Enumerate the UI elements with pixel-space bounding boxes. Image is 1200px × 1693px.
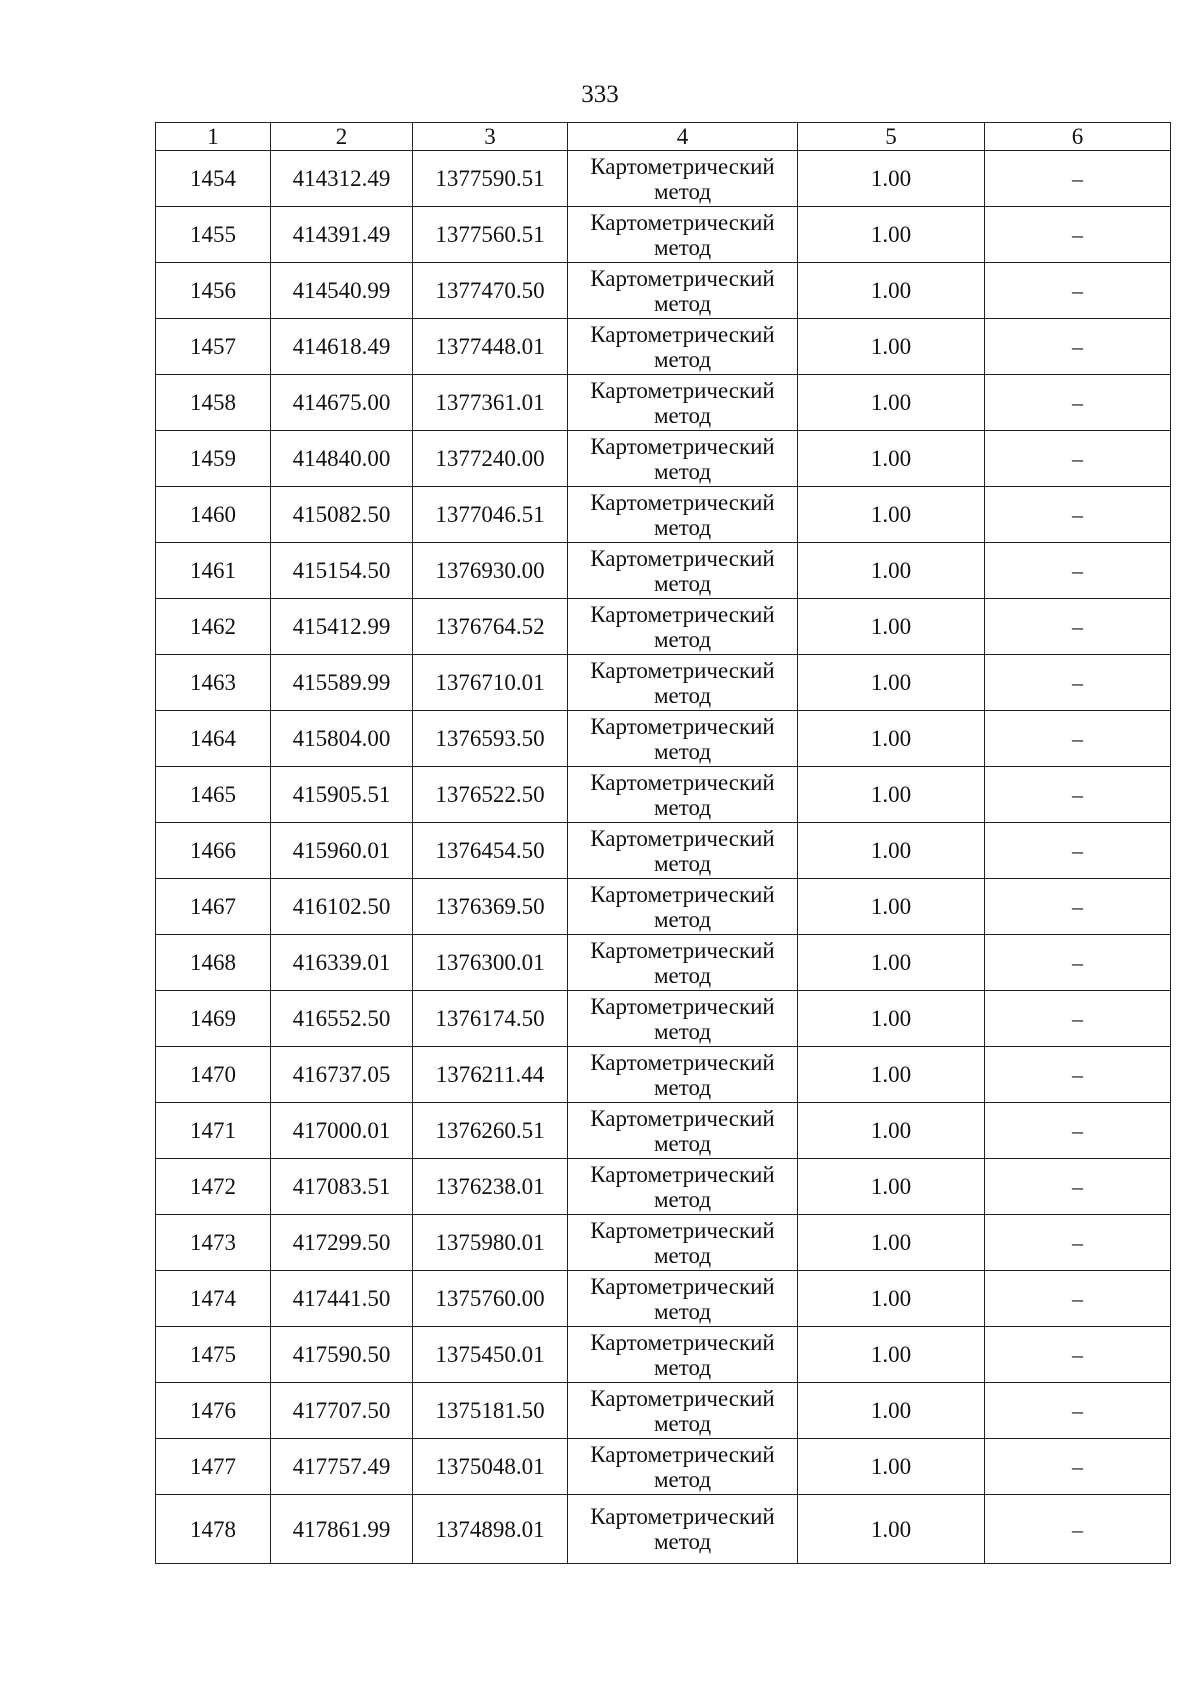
- note-cell: –: [985, 151, 1171, 207]
- point-number-cell: 1474: [156, 1271, 271, 1327]
- x-coordinate-cell: 414618.49: [271, 319, 413, 375]
- note-cell: –: [985, 767, 1171, 823]
- note-cell: –: [985, 1103, 1171, 1159]
- method-cell: [568, 1327, 798, 1383]
- accuracy-cell: 1.00: [798, 1327, 985, 1383]
- accuracy-cell: 1.00: [798, 823, 985, 879]
- point-number-cell: 1456: [156, 263, 271, 319]
- accuracy-cell: 1.00: [798, 1103, 985, 1159]
- method-text: Картометрический метод: [590, 713, 775, 764]
- table-row: [156, 543, 1171, 599]
- method-text: Картометрический метод: [590, 937, 775, 988]
- method-cell: [568, 431, 798, 487]
- note-cell: –: [985, 879, 1171, 935]
- method-cell: [568, 879, 798, 935]
- method-cell: [568, 543, 798, 599]
- page-number: 333: [581, 81, 619, 108]
- x-coordinate-cell: 417861.99: [271, 1495, 413, 1564]
- method-text: Картометрический метод: [590, 657, 775, 708]
- note-cell: –: [985, 935, 1171, 991]
- table-row: [156, 655, 1171, 711]
- table-row: [156, 1159, 1171, 1215]
- accuracy-cell: 1.00: [798, 1047, 985, 1103]
- accuracy-cell: 1.00: [798, 543, 985, 599]
- accuracy-cell: 1.00: [798, 1271, 985, 1327]
- x-coordinate-cell: 415082.50: [271, 487, 413, 543]
- table-row: [156, 487, 1171, 543]
- table-body: [156, 151, 1171, 1564]
- note-cell: –: [985, 1271, 1171, 1327]
- accuracy-cell: 1.00: [798, 1383, 985, 1439]
- accuracy-cell: 1.00: [798, 711, 985, 767]
- note-cell: –: [985, 1383, 1171, 1439]
- table-row: [156, 823, 1171, 879]
- method-cell: [568, 207, 798, 263]
- y-coordinate-cell: 1375760.00: [413, 1271, 568, 1327]
- method-text: Картометрический метод: [590, 209, 775, 260]
- y-coordinate-cell: 1376930.00: [413, 543, 568, 599]
- y-coordinate-cell: 1375450.01: [413, 1327, 568, 1383]
- point-number-cell: 1454: [156, 151, 271, 207]
- method-text: Картометрический метод: [590, 1105, 775, 1156]
- point-number-cell: 1475: [156, 1327, 271, 1383]
- accuracy-cell: 1.00: [798, 263, 985, 319]
- method-text: Картометрический метод: [590, 993, 775, 1044]
- point-number-cell: 1471: [156, 1103, 271, 1159]
- x-coordinate-cell: 417707.50: [271, 1383, 413, 1439]
- note-cell: –: [985, 207, 1171, 263]
- method-text: Картометрический метод: [590, 881, 775, 932]
- note-cell: –: [985, 1047, 1171, 1103]
- x-coordinate-cell: 416552.50: [271, 991, 413, 1047]
- method-cell: [568, 1495, 798, 1564]
- table-row: [156, 1439, 1171, 1495]
- method-cell: [568, 935, 798, 991]
- note-cell: –: [985, 599, 1171, 655]
- y-coordinate-cell: 1376710.01: [413, 655, 568, 711]
- y-coordinate-cell: 1377046.51: [413, 487, 568, 543]
- accuracy-cell: 1.00: [798, 935, 985, 991]
- accuracy-cell: 1.00: [798, 375, 985, 431]
- method-text: Картометрический метод: [590, 601, 775, 652]
- column-header: 1: [156, 123, 271, 151]
- y-coordinate-cell: 1376300.01: [413, 935, 568, 991]
- y-coordinate-cell: 1377560.51: [413, 207, 568, 263]
- method-cell: [568, 767, 798, 823]
- note-cell: –: [985, 1159, 1171, 1215]
- point-number-cell: 1476: [156, 1383, 271, 1439]
- method-text: Картометрический метод: [590, 321, 775, 372]
- point-number-cell: 1466: [156, 823, 271, 879]
- note-cell: –: [985, 543, 1171, 599]
- table-row: [156, 263, 1171, 319]
- x-coordinate-cell: 416737.05: [271, 1047, 413, 1103]
- table-row: [156, 991, 1171, 1047]
- y-coordinate-cell: 1376238.01: [413, 1159, 568, 1215]
- y-coordinate-cell: 1376522.50: [413, 767, 568, 823]
- point-number-cell: 1462: [156, 599, 271, 655]
- method-cell: [568, 319, 798, 375]
- point-number-cell: 1470: [156, 1047, 271, 1103]
- method-text: Картометрический метод: [590, 489, 775, 540]
- note-cell: –: [985, 711, 1171, 767]
- note-cell: –: [985, 1495, 1171, 1564]
- accuracy-cell: 1.00: [798, 991, 985, 1047]
- y-coordinate-cell: 1377448.01: [413, 319, 568, 375]
- method-cell: [568, 823, 798, 879]
- table-row: [156, 319, 1171, 375]
- accuracy-cell: 1.00: [798, 1495, 985, 1564]
- column-header: 5: [798, 123, 985, 151]
- x-coordinate-cell: 416102.50: [271, 879, 413, 935]
- table-row: [156, 375, 1171, 431]
- method-cell: [568, 263, 798, 319]
- method-text: Картометрический метод: [590, 377, 775, 428]
- method-cell: [568, 1215, 798, 1271]
- method-cell: [568, 655, 798, 711]
- note-cell: –: [985, 991, 1171, 1047]
- note-cell: –: [985, 431, 1171, 487]
- table-row: [156, 879, 1171, 935]
- table-row: [156, 151, 1171, 207]
- x-coordinate-cell: 415589.99: [271, 655, 413, 711]
- point-number-cell: 1477: [156, 1439, 271, 1495]
- table-row: [156, 1047, 1171, 1103]
- accuracy-cell: 1.00: [798, 319, 985, 375]
- x-coordinate-cell: 416339.01: [271, 935, 413, 991]
- accuracy-cell: 1.00: [798, 1215, 985, 1271]
- y-coordinate-cell: 1376369.50: [413, 879, 568, 935]
- point-number-cell: 1478: [156, 1495, 271, 1564]
- table-row: [156, 767, 1171, 823]
- table-row: [156, 1215, 1171, 1271]
- table-row: [156, 207, 1171, 263]
- accuracy-cell: 1.00: [798, 151, 985, 207]
- point-number-cell: 1468: [156, 935, 271, 991]
- x-coordinate-cell: 415154.50: [271, 543, 413, 599]
- method-cell: [568, 151, 798, 207]
- y-coordinate-cell: 1376260.51: [413, 1103, 568, 1159]
- accuracy-cell: 1.00: [798, 655, 985, 711]
- x-coordinate-cell: 414675.00: [271, 375, 413, 431]
- method-text: Картометрический метод: [590, 1217, 775, 1268]
- method-cell: [568, 1103, 798, 1159]
- table-header-row: [156, 123, 1171, 151]
- x-coordinate-cell: 414391.49: [271, 207, 413, 263]
- point-number-cell: 1473: [156, 1215, 271, 1271]
- method-cell: [568, 375, 798, 431]
- x-coordinate-cell: 417757.49: [271, 1439, 413, 1495]
- method-cell: [568, 1383, 798, 1439]
- point-number-cell: 1472: [156, 1159, 271, 1215]
- point-number-cell: 1461: [156, 543, 271, 599]
- method-text: Картометрический метод: [590, 545, 775, 596]
- note-cell: –: [985, 1439, 1171, 1495]
- note-cell: –: [985, 1327, 1171, 1383]
- method-text: Картометрический метод: [590, 1329, 775, 1380]
- table-row: [156, 935, 1171, 991]
- y-coordinate-cell: 1374898.01: [413, 1495, 568, 1564]
- column-header: 4: [568, 123, 798, 151]
- method-cell: [568, 711, 798, 767]
- table-row: [156, 1271, 1171, 1327]
- method-text: Картометрический метод: [590, 1161, 775, 1212]
- method-text: Картометрический метод: [590, 1441, 775, 1492]
- x-coordinate-cell: 417000.01: [271, 1103, 413, 1159]
- x-coordinate-cell: 417590.50: [271, 1327, 413, 1383]
- note-cell: –: [985, 263, 1171, 319]
- x-coordinate-cell: 414540.99: [271, 263, 413, 319]
- y-coordinate-cell: 1375181.50: [413, 1383, 568, 1439]
- table-row: [156, 1103, 1171, 1159]
- method-cell: [568, 599, 798, 655]
- x-coordinate-cell: 417299.50: [271, 1215, 413, 1271]
- point-number-cell: 1463: [156, 655, 271, 711]
- table-row: [156, 1383, 1171, 1439]
- note-cell: –: [985, 375, 1171, 431]
- x-coordinate-cell: 414840.00: [271, 431, 413, 487]
- point-number-cell: 1459: [156, 431, 271, 487]
- accuracy-cell: 1.00: [798, 487, 985, 543]
- method-text: Картометрический метод: [590, 153, 775, 204]
- column-header: 6: [985, 123, 1171, 151]
- point-number-cell: 1460: [156, 487, 271, 543]
- x-coordinate-cell: 415960.01: [271, 823, 413, 879]
- note-cell: –: [985, 319, 1171, 375]
- accuracy-cell: 1.00: [798, 1439, 985, 1495]
- y-coordinate-cell: 1375048.01: [413, 1439, 568, 1495]
- y-coordinate-cell: 1377361.01: [413, 375, 568, 431]
- point-number-cell: 1465: [156, 767, 271, 823]
- column-header: 3: [413, 123, 568, 151]
- method-cell: [568, 1439, 798, 1495]
- y-coordinate-cell: 1376174.50: [413, 991, 568, 1047]
- column-header: 2: [271, 123, 413, 151]
- y-coordinate-cell: 1376454.50: [413, 823, 568, 879]
- x-coordinate-cell: 414312.49: [271, 151, 413, 207]
- x-coordinate-cell: 415905.51: [271, 767, 413, 823]
- method-text: Картометрический метод: [590, 1504, 775, 1554]
- x-coordinate-cell: 415804.00: [271, 711, 413, 767]
- note-cell: –: [985, 823, 1171, 879]
- y-coordinate-cell: 1376593.50: [413, 711, 568, 767]
- table-row: [156, 599, 1171, 655]
- y-coordinate-cell: 1375980.01: [413, 1215, 568, 1271]
- point-number-cell: 1469: [156, 991, 271, 1047]
- coordinates-table: [155, 122, 1171, 1564]
- method-text: Картометрический метод: [590, 1273, 775, 1324]
- accuracy-cell: 1.00: [798, 599, 985, 655]
- y-coordinate-cell: 1377470.50: [413, 263, 568, 319]
- method-text: Картометрический метод: [590, 433, 775, 484]
- accuracy-cell: 1.00: [798, 767, 985, 823]
- point-number-cell: 1464: [156, 711, 271, 767]
- table-row: [156, 711, 1171, 767]
- method-text: Картометрический метод: [590, 265, 775, 316]
- y-coordinate-cell: 1376211.44: [413, 1047, 568, 1103]
- point-number-cell: 1467: [156, 879, 271, 935]
- accuracy-cell: 1.00: [798, 431, 985, 487]
- note-cell: –: [985, 655, 1171, 711]
- point-number-cell: 1457: [156, 319, 271, 375]
- accuracy-cell: 1.00: [798, 879, 985, 935]
- x-coordinate-cell: 415412.99: [271, 599, 413, 655]
- method-cell: [568, 1047, 798, 1103]
- x-coordinate-cell: 417083.51: [271, 1159, 413, 1215]
- accuracy-cell: 1.00: [798, 1159, 985, 1215]
- method-text: Картометрический метод: [590, 769, 775, 820]
- method-cell: [568, 1271, 798, 1327]
- y-coordinate-cell: 1377240.00: [413, 431, 568, 487]
- table-row: [156, 1495, 1171, 1564]
- y-coordinate-cell: 1377590.51: [413, 151, 568, 207]
- point-number-cell: 1458: [156, 375, 271, 431]
- method-cell: [568, 487, 798, 543]
- method-text: Картометрический метод: [590, 1385, 775, 1436]
- table-row: [156, 1327, 1171, 1383]
- x-coordinate-cell: 417441.50: [271, 1271, 413, 1327]
- accuracy-cell: 1.00: [798, 207, 985, 263]
- y-coordinate-cell: 1376764.52: [413, 599, 568, 655]
- method-cell: [568, 991, 798, 1047]
- method-text: Картометрический метод: [590, 825, 775, 876]
- note-cell: –: [985, 1215, 1171, 1271]
- method-text: Картометрический метод: [590, 1049, 775, 1100]
- table-row: [156, 431, 1171, 487]
- note-cell: –: [985, 487, 1171, 543]
- point-number-cell: 1455: [156, 207, 271, 263]
- method-cell: [568, 1159, 798, 1215]
